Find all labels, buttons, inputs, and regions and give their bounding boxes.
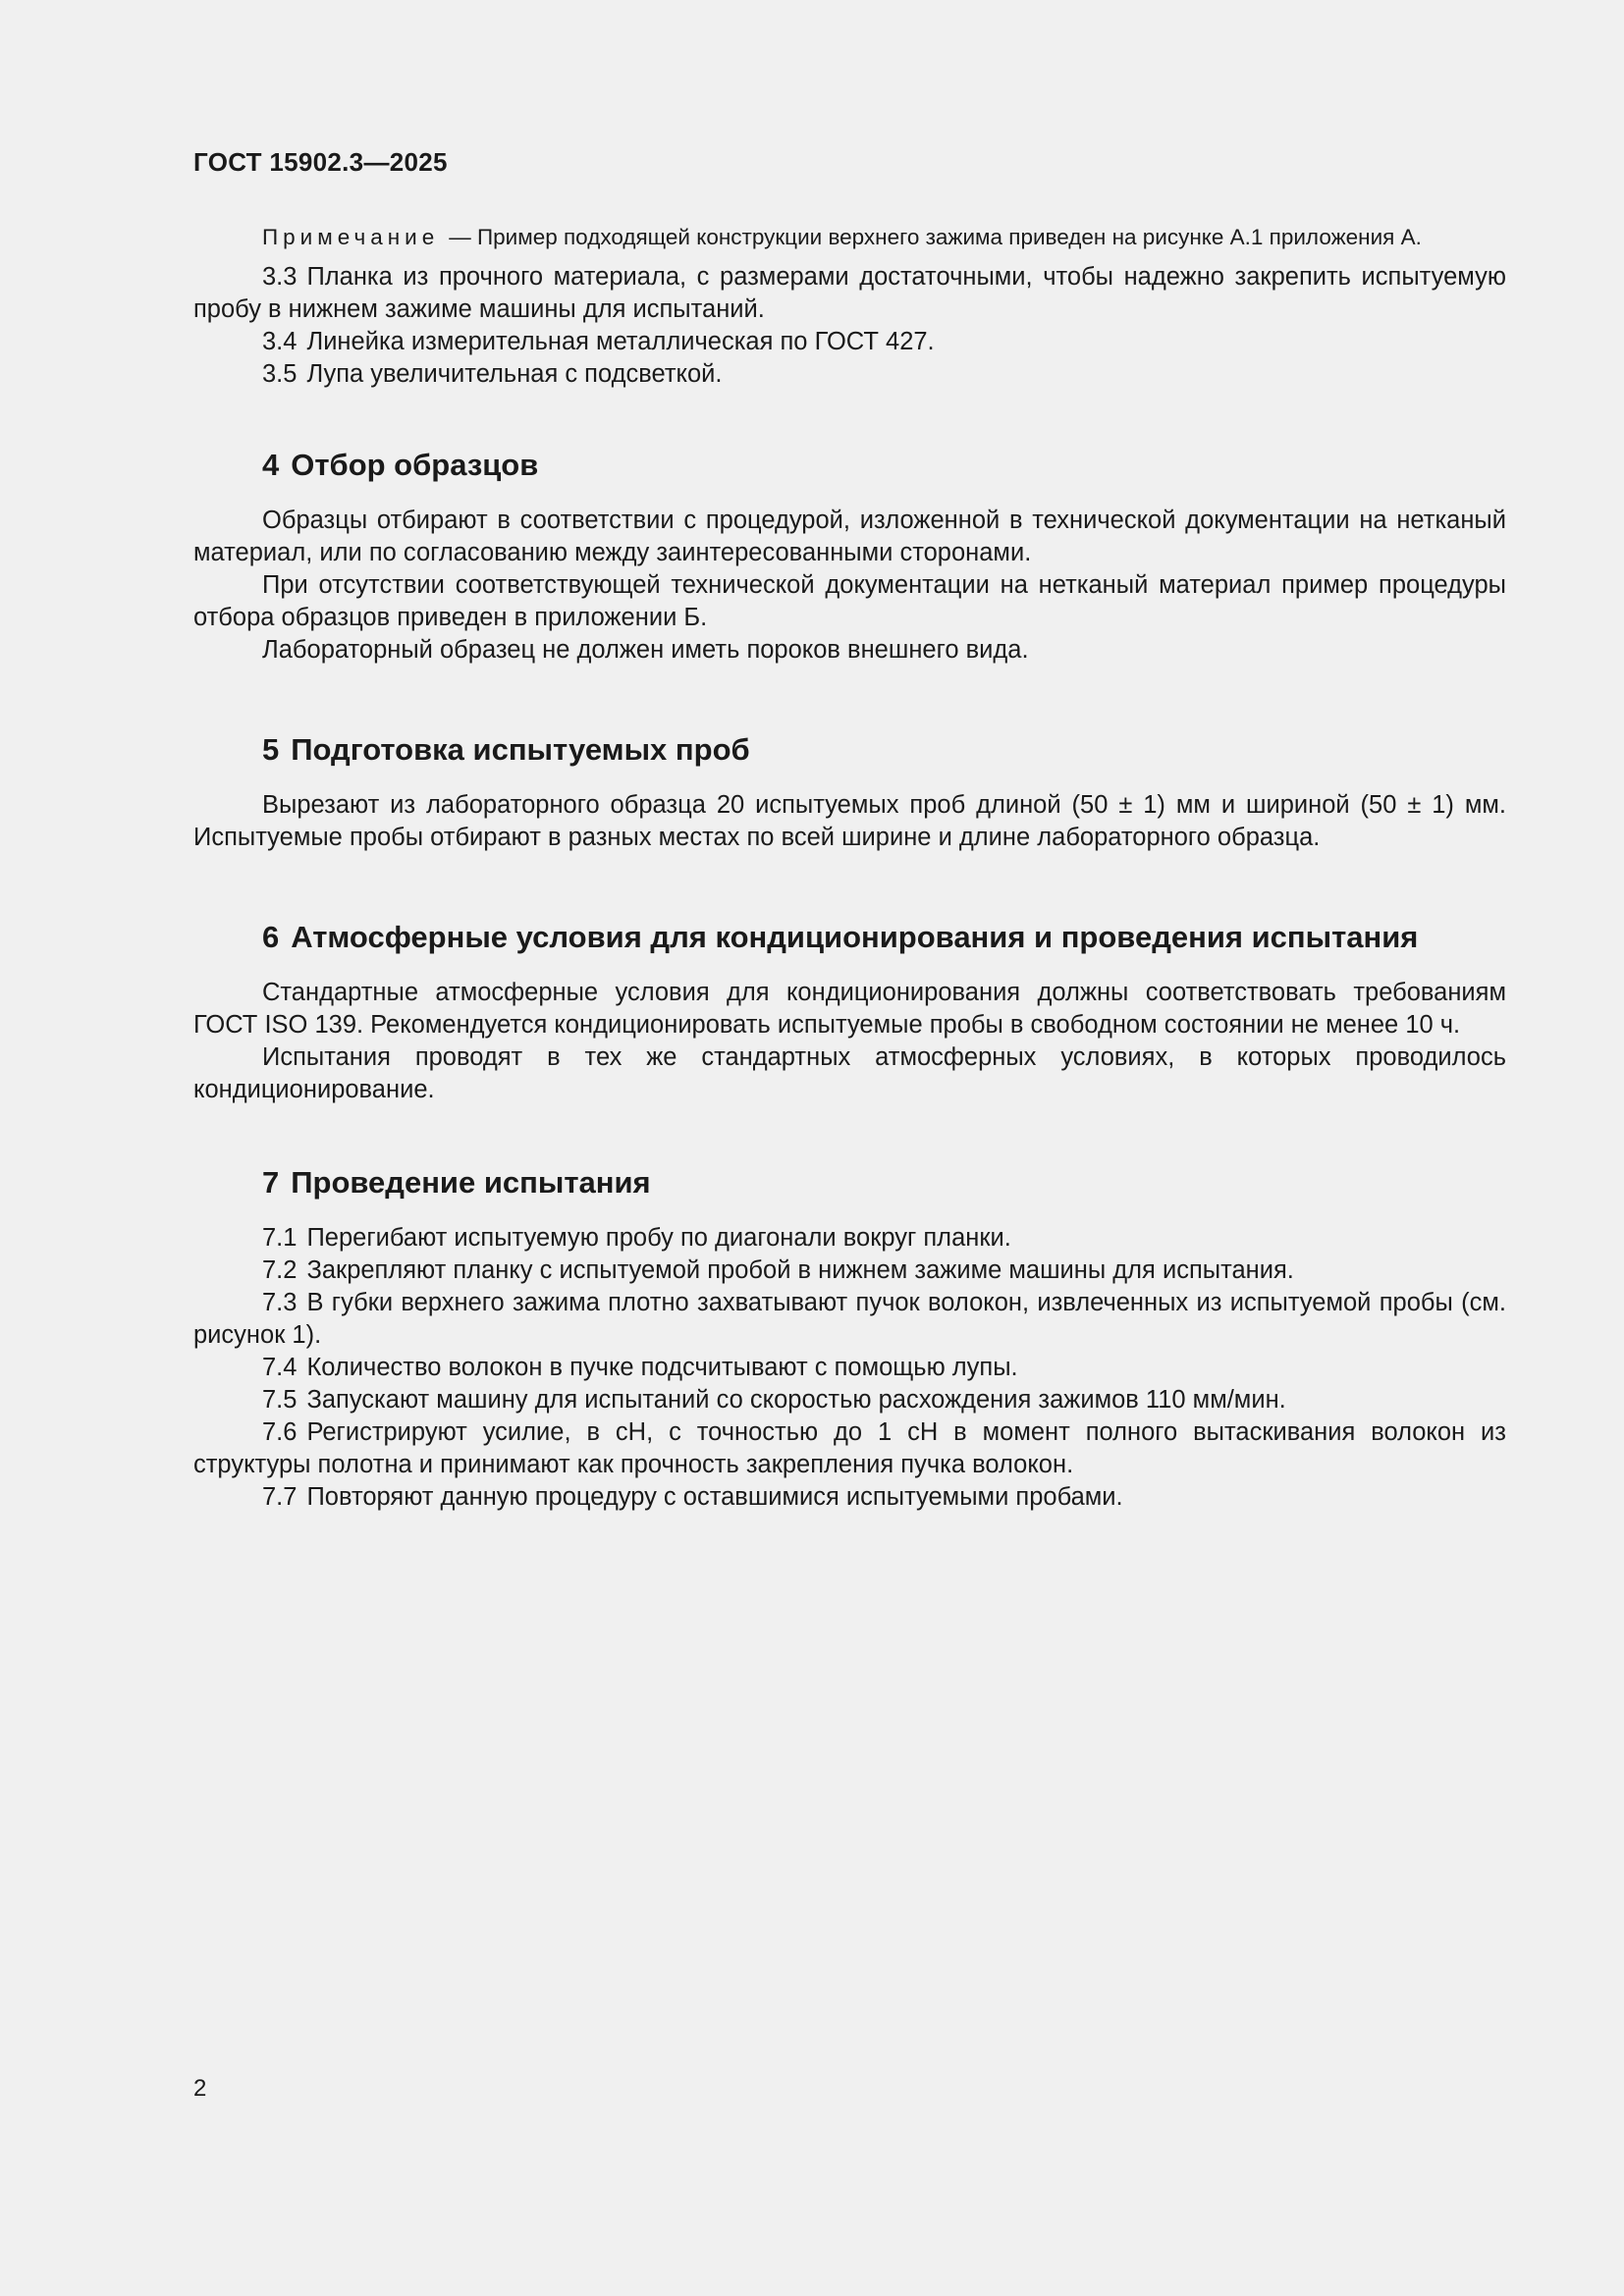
section-number: 7 [262,1165,280,1200]
item-text: Регистрируют усилие, в сН, с точностью до 1 сН в момент полного вытаскивания волокон из структуры полотна и принимают как прочность закрепления пучка волокон. [193,1418,1506,1478]
item-text: Линейка измерительная металлическая по ГОСТ 427. [306,328,935,355]
item-7-4 [193,1352,1506,1384]
paragraph: Лабораторный образец не должен иметь пороков внешнего вида. [262,636,1029,664]
item-7-5 [193,1384,1506,1416]
item-number: 3.4 [262,328,298,355]
paragraph: Образцы отбирают в соответствии с процедурой, изложенной в технической документации на нетканый материал, или по согласованию между заинтересованными сторонами. [193,507,1506,566]
item-number: 7.2 [262,1256,298,1284]
section-4-title [262,446,1506,485]
section-title-text: Проведение испытания [291,1165,651,1200]
item-text: Закрепляют планку с испытуемой пробой в нижнем зажиме машины для испытания. [306,1256,1294,1284]
item-text: В губки верхнего зажима плотно захватывают пучок волокон, извлеченных из испытуемой пробы (см. рисунок 1). [193,1289,1506,1349]
paragraph: Стандартные атмосферные условия для кондиционирования должны соответствовать требованиям ГОСТ ISO 139. Рекомендуется кондиционировать испытуемые пробы в свободном состоянии не менее 10 ч. [193,979,1506,1039]
page-content [193,222,1506,1514]
paragraph: Испытания проводят в тех же стандартных атмосферных условиях, в которых проводилось кондиционирование. [193,1043,1506,1103]
page-number: 2 [193,2075,207,2102]
item-text: Перегибают испытуемую пробу по диагонали вокруг планки. [306,1224,1011,1252]
section-number: 4 [262,448,280,482]
paragraph: При отсутствии соответствующей технической документации на нетканый материал пример процедуры отбора образцов приведен в приложении Б. [193,571,1506,631]
item-number: 7.4 [262,1354,298,1381]
paragraph: Вырезают из лабораторного образца 20 испытуемых проб длиной (50 ± 1) мм и шириной (50 ± 1) мм. Испытуемые пробы отбирают в разных местах по всей ширине и длине лабораторного образца. [193,791,1506,851]
section-title-text: Отбор образцов [291,448,539,482]
section-6-title [262,918,1506,957]
section-7 [193,1163,1506,1514]
section-6 [193,918,1506,1106]
section-5-title [262,730,1506,770]
item-text: Запускают машину для испытаний со скоростью расхождения зажимов 110 мм/мин. [306,1386,1286,1414]
item-number: 7.6 [262,1418,298,1446]
item-7-3 [193,1287,1506,1352]
note-paragraph [193,222,1506,253]
item-number: 7.7 [262,1483,298,1511]
item-7-1 [193,1222,1506,1255]
item-3-4 [193,326,1506,358]
section-5 [193,730,1506,854]
section-title-text: Атмосферные условия для кондиционирования и проведения испытания [291,920,1419,954]
item-number: 3.5 [262,360,298,388]
item-number: 3.3 [262,263,298,291]
note-label: Примечание [262,225,440,249]
section-7-title [262,1163,1506,1202]
item-text: Планка из прочного материала, с размерами достаточными, чтобы надежно закрепить испытуемую пробу в нижнем зажиме машины для испытаний. [193,263,1506,323]
section-4 [193,446,1506,667]
item-3-3 [193,261,1506,326]
item-7-2 [193,1255,1506,1287]
item-text: Повторяют данную процедуру с оставшимися испытуемыми пробами. [306,1483,1123,1511]
section-number: 6 [262,920,280,954]
document-code-header: ГОСТ 15902.3—2025 [193,147,448,177]
item-7-7 [193,1481,1506,1514]
note-text: — Пример подходящей конструкции верхнего зажима приведен на рисунке А.1 приложения А. [449,225,1422,249]
item-number: 7.1 [262,1224,298,1252]
item-text: Лупа увеличительная с подсветкой. [306,360,723,388]
section-title-text: Подготовка испытуемых проб [291,732,750,767]
item-number: 7.3 [262,1289,298,1316]
item-text: Количество волокон в пучке подсчитывают с помощью лупы. [306,1354,1018,1381]
section-number: 5 [262,732,280,767]
item-7-6 [193,1416,1506,1481]
item-3-5 [193,358,1506,391]
item-number: 7.5 [262,1386,298,1414]
